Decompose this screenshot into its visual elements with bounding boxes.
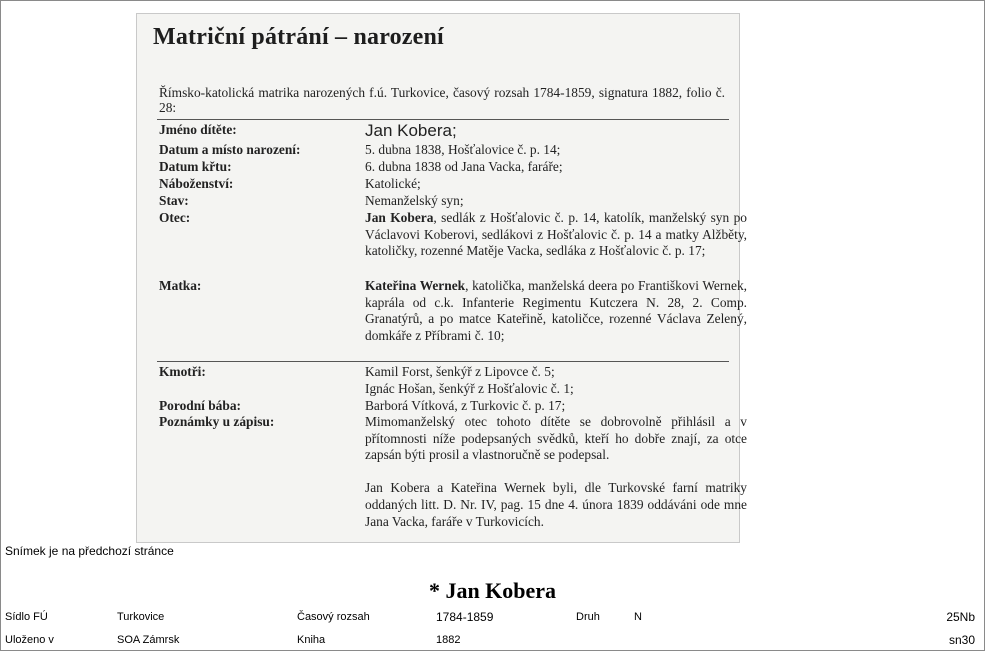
row-label: Datum křtu: xyxy=(159,159,232,174)
meta-code-1: 25Nb xyxy=(946,610,975,624)
meta-value-stored: SOA Zámrsk xyxy=(117,634,180,646)
meta-value-seat: Turkovice xyxy=(117,611,165,623)
mother-detail: , katolička, manželská deera po Františkovi Wernek, kaprála od c.k. Infanterie Regimentu Kutczera N. 28, 2. Comp. Granatýrů, a po matce Kateřině, katoličce, rozenné Václava Zelený, domkáře z Příbrami č. 10; xyxy=(365,278,747,343)
divider xyxy=(157,119,729,120)
note-paragraph-2: Jan Kobera a Kateřina Wernek byli, dle Turkovské farní matriky oddaných litt. D. Nr. IV, pag. 15 dne 4. února 1839 oddáváni ode mne Jana Vacka, faráře v Turkovicích. xyxy=(365,480,747,529)
scan-title: Matriční pátrání – narození xyxy=(153,24,444,50)
meta-code-2: sn30 xyxy=(948,633,975,647)
meta-value-range: 1784-1859 xyxy=(436,610,494,624)
row-value xyxy=(365,414,747,530)
row-label: Matka: xyxy=(159,278,202,293)
row-label: Datum a místo narození: xyxy=(159,142,301,157)
godparent-1: Kamil Forst, šenkýř z Lipovce č. 5; xyxy=(365,364,555,379)
divider xyxy=(157,361,729,362)
scanned-document xyxy=(136,13,748,543)
meta-value-book: 1882 xyxy=(436,634,461,646)
meta-label-range: Časový rozsah xyxy=(297,611,370,623)
godparent-2: Ignác Hošan, šenkýř z Hošťalovic č. 1; xyxy=(365,380,574,396)
meta-label-stored: Uloženo v xyxy=(5,634,54,646)
row-label: Porodní bába: xyxy=(159,398,241,413)
row-label: Otec: xyxy=(159,210,191,225)
scan-intro: Římsko-katolická matrika narozených f.ú. Turkovice, časový rozsah 1784-1859, signatura 1882, folio č. 28: xyxy=(159,85,725,115)
row-value: 6. dubna 1838 od Jana Vacka, faráře; xyxy=(365,159,563,174)
row-value: 5. dubna 1838, Hošťalovice č. p. 14; xyxy=(365,142,561,157)
row-value: Barborá Vítková, z Turkovic č. p. 17; xyxy=(365,398,566,413)
mother-name: Kateřina Wernek xyxy=(365,278,466,293)
meta-label-seat: Sídlo FÚ xyxy=(5,611,48,623)
meta-label-type: Druh xyxy=(576,611,600,623)
note-paragraph-1: Mimomanželský otec tohoto dítěte se dobrovolně přihlásil a v přítomnosti níže podepsaných svědků, kteří ho dobře znají, za otce zapsán býti prosil a vlastnoručně se podepsal. xyxy=(365,414,747,463)
row-value xyxy=(365,364,747,397)
row-label: Poznámky u zápisu: xyxy=(159,414,275,429)
previous-page-note: Snímek je na předchozí stránce xyxy=(5,544,174,558)
row-label: Stav: xyxy=(159,193,189,208)
row-label: Jméno dítěte: xyxy=(159,122,237,137)
row-value: Katolické; xyxy=(365,176,421,191)
row-value xyxy=(365,278,747,344)
row-value: Jan Kobera; xyxy=(365,121,457,140)
row-label: Kmotři: xyxy=(159,364,206,379)
row-value xyxy=(365,210,747,260)
meta-value-type: N xyxy=(634,611,642,623)
record-title: * Jan Kobera xyxy=(428,578,557,603)
father-name: Jan Kobera xyxy=(365,210,434,225)
row-value: Nemanželský syn; xyxy=(365,193,464,208)
meta-label-book: Kniha xyxy=(297,634,326,646)
father-detail: , sedlák z Hošťalovic č. p. 14, katolík, manželský syn po Václavovi Koberovi, sedlákovi z Hošťalovic č. p. 14 a matky Alžběty, katoličky, rozenné Matěje Vacka, sedláka z Hošťalovic č. p. 17; xyxy=(365,210,748,259)
row-label: Náboženství: xyxy=(159,176,234,191)
